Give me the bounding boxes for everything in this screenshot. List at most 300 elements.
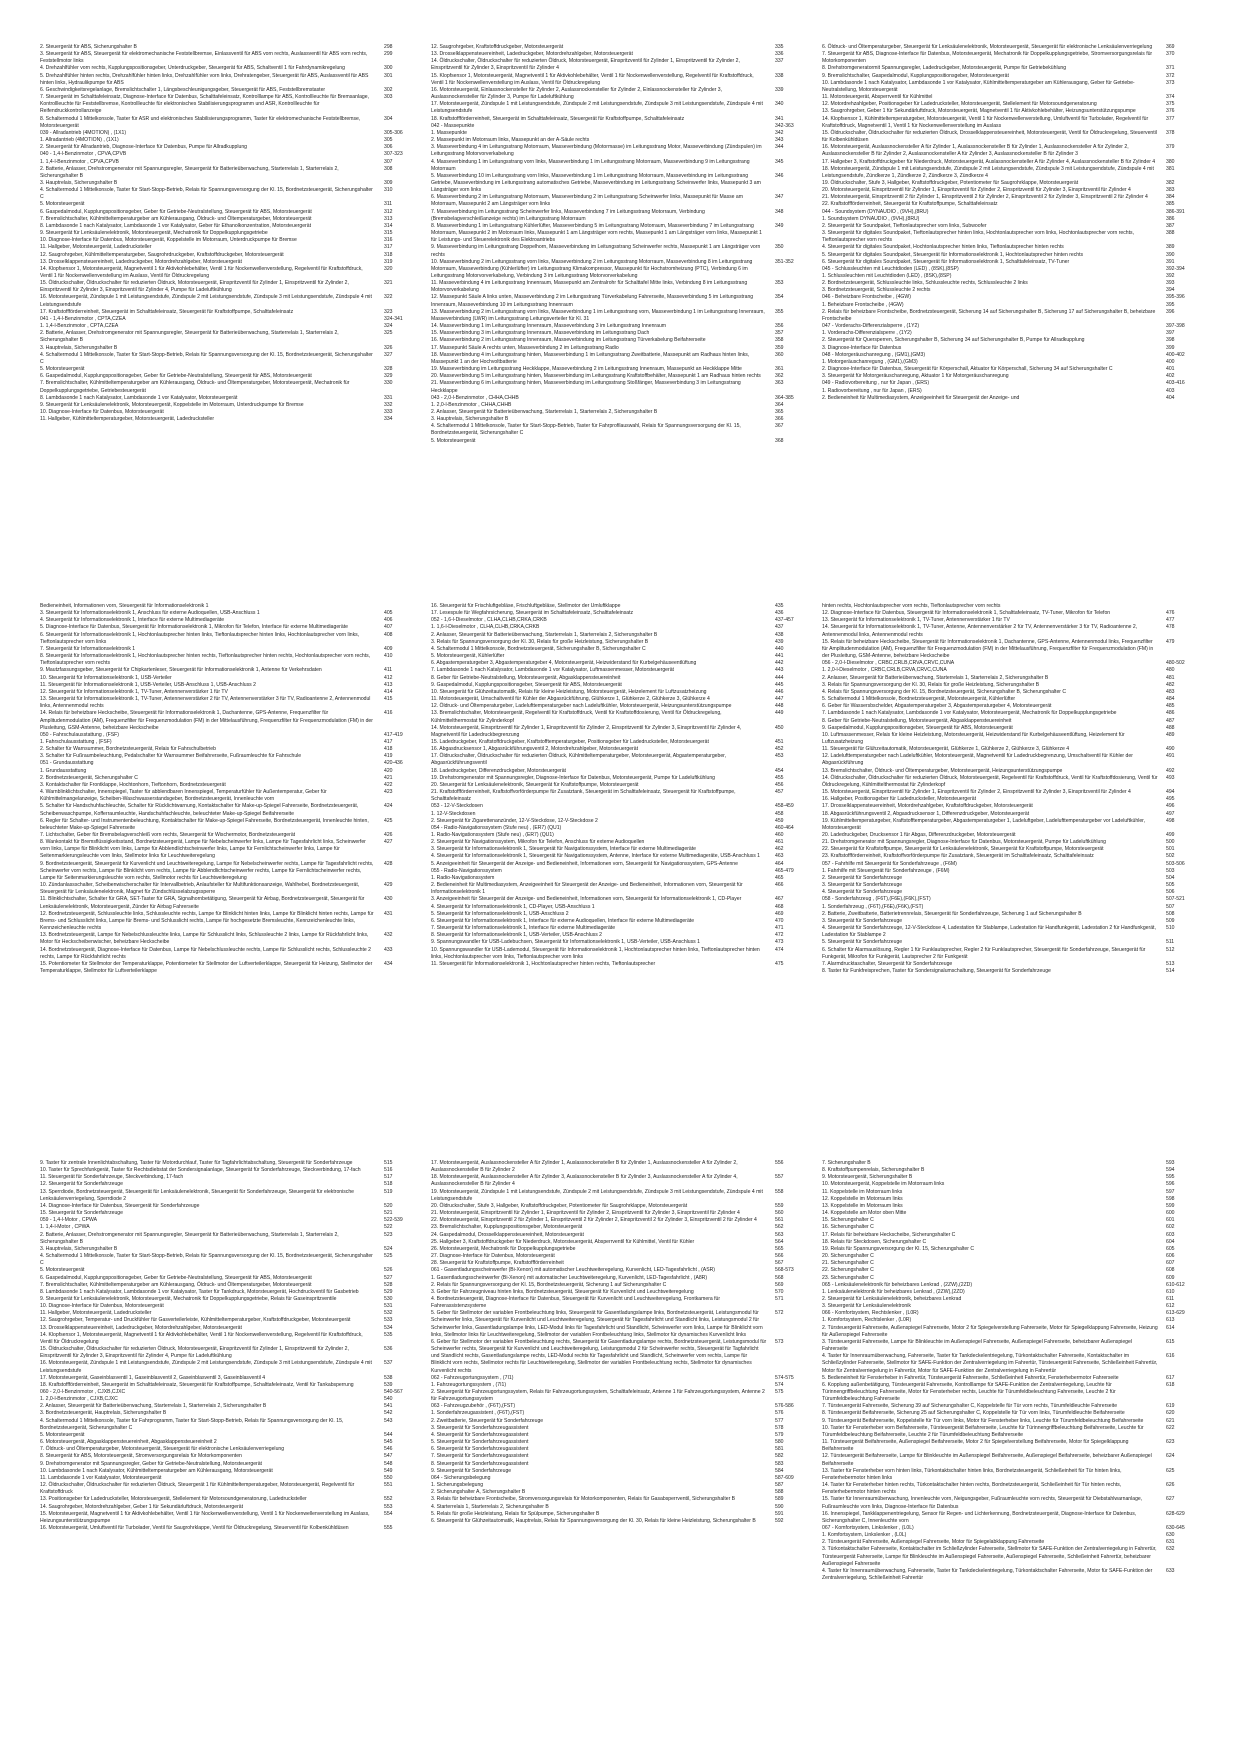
entry-text: 10. Motorsteuergerät, Koppelstelle im Motorraum links xyxy=(822,1181,945,1188)
page-number: 576 xyxy=(775,1410,784,1417)
index-entry xyxy=(40,739,418,746)
index-entry xyxy=(431,961,809,968)
page-number: 613-629 xyxy=(1166,1310,1185,1317)
index-entry xyxy=(40,1296,418,1303)
entry-text: 2. Steuergerät für Soundpaket, Tieftonlautsprecher vorn links, Subwoofer xyxy=(822,222,987,229)
page-number: 395 xyxy=(1166,301,1175,308)
entry-text: 2. Türsteuergerät Fahrerseite, Außenspiegel Fahrerseite, Motor 2 für Spiegelverstellung Fahrerseite, Motor für Spiegelklappung Fahrerseite, Heizung für Außenspiegel Fahrerseite xyxy=(822,1324,1158,1338)
page-number: 382 xyxy=(1166,179,1175,186)
page-number: 620 xyxy=(1166,1410,1175,1417)
page-number: 610-612 xyxy=(1166,1281,1185,1288)
entry-text: 4. Taster für Innenraumüberwachung, Fahrerseite, Taster für Tankdeckelentriegelung, Türkontaktschalter Fahrerseite, Motor für SAFE-Funktion der Zentralverriegelung, Schließeinheit Fahrertür xyxy=(822,1567,1153,1582)
index-entry xyxy=(40,402,418,409)
entry-text: 21. Motorsteuergerät, Einspritzventil 2 für Zylinder 1, Einspritzventil 2 für Zylinder 2, Einspritzventil 2 für Zylinder 3, Einspritzventil 2 für Zylinder 4 xyxy=(822,194,1148,201)
entry-text: 11. Hallgeber, Kühlmitteltemperaturgeber, Motorsteuergerät, Ladedrucksteller xyxy=(40,416,215,423)
page-number: 564 xyxy=(775,1238,784,1245)
page-number: 540-567 xyxy=(384,1389,403,1395)
index-entry xyxy=(822,1167,1200,1174)
index-entry xyxy=(431,1339,809,1375)
entry-text: 2. Anlasser, Steuergerät für Batterieüberwachung, Starterrelais 1, Starterrelais 2, Sicherungshalter B xyxy=(40,1403,267,1410)
entry-text: 10. Taster für Fensterheber vorn Beifahrerseite, Türsteuergerät Beifahrerseite, Leuchte für Türinnengriffbeleuchtung Beifahrerseite, Leuchte für Türumfeldbeleuchtung Beifahrerseite, Leuchte 2 für Türumfeldbeleuchtung Beifahrerseite xyxy=(822,1424,1144,1438)
page-number: 604 xyxy=(1166,1238,1175,1245)
entry-text: 14. Klopfsensor 1, Motorsteuergerät, Magnetventil 1 für Aktivkohlebehälter, Ventil 1 für Nockenwellenverstellung, Regelventil für Kraftstoffdruck, Ventil für Öldruckregelung xyxy=(40,1331,363,1345)
index-entry xyxy=(822,230,1200,244)
entry-text: 16. Motorsteuergerät, Einlassnockensteller für Zylinder 2, Auslassnockensteller für Zylinder 2, Einlassnockensteller für Zylinder 3, Auslassnockensteller für Zylinder 3, Pumpe für Ladeluftkühlung xyxy=(431,86,723,101)
section-heading-entry xyxy=(40,1217,418,1224)
entry-text: 14. Steuergerät für Informationselektronik 1, TV-Tuner, Antenne, Antennenverstärker 2 für TV, Antennenverstärker 3 für TV, Radioantenne 2, Antennenmodul links, Antennenmodul rechts xyxy=(822,624,1138,638)
page-number: 348 xyxy=(775,208,784,215)
page-number: 384 xyxy=(1166,194,1175,201)
entry-text: 2. Bedieneinheit für Multimediasystem, Anzeigeeinheit für Steuergerät der Anzeige- und Bedieneinheit, Informationen vorn, Steuergerät für Informationselektronik 1 xyxy=(431,882,743,896)
index-entry xyxy=(40,230,418,237)
entry-text: 8. Kraftstoffpumpenrelais, Sicherungshalter B xyxy=(822,1167,925,1174)
page-number: 398 xyxy=(1166,337,1175,344)
index-entry xyxy=(40,1504,418,1511)
entry-text: 1. 1,4-l-Benzinmotor , CPTA,CZEA xyxy=(40,323,119,330)
index-entry xyxy=(40,237,418,244)
entry-text: 9. Masseverbindung im Leitungsstrang Doppelhorn, Masseverbindung im Leitungsstrang Scheinwerfer rechts, Massepunkt 1 am Längsträger vorn rechts xyxy=(431,244,761,258)
entry-text: 13. Drosselklappensteuereinheit, Ladedruckgeber, Motordrehzahlgeber, Motorsteuergerät xyxy=(431,51,633,58)
entry-text: 9. Gaspedalmodul, Kupplungspositionsgeber, Steuergerät für ABS, Motorsteuergerät xyxy=(822,724,1013,731)
entry-text: 1. Radio-Navigationssystem xyxy=(431,874,495,881)
entry-text: 13. Drosselklappensteuereinheit, Ladedruckgeber, Motordrehzahlgeber, Motorsteuergerät xyxy=(40,258,242,265)
page-number: 434 xyxy=(384,960,393,967)
index-entry xyxy=(822,768,1200,775)
page-number: 334 xyxy=(384,416,393,423)
entry-text: 042 - Massepunkte xyxy=(431,122,475,129)
page-number: 626 xyxy=(1166,1482,1175,1489)
page-number: 390 xyxy=(1166,251,1175,258)
entry-text: 2. Bedieneinheit für Multimediasystem, Anzeigeeinheit für Steuergerät der Anzeige- und xyxy=(822,394,1020,401)
entry-text: 17. Massepunkt Säule A rechts unten, Masseverbindung 2 im Leitungsstrang Radio xyxy=(431,344,619,351)
entry-text: 9. Steuergerät für Lenksäulenelektronik, Motorsteuergerät, Mechatronik für Doppelkupplungsgetriebe xyxy=(40,230,268,237)
page-number: 418 xyxy=(384,746,393,753)
page-number: 353 xyxy=(775,280,784,287)
index-entry xyxy=(431,280,809,294)
index-entry xyxy=(822,101,1200,108)
page-number: 375 xyxy=(1166,101,1175,108)
page-number: 351-352 xyxy=(775,258,794,265)
entry-text: 16. Abgasdrucksensor 1, Abgasrückführungsventil 2, Motordrehzahlgeber, Motorsteuergerät xyxy=(431,746,638,753)
page-number: 502 xyxy=(1166,853,1175,860)
index-entry xyxy=(431,768,809,775)
index-entry xyxy=(40,94,418,115)
entry-text: 8. Lambdasonde 1 nach Katalysator, Lambdasonde 1 vor Katalysator, Motorsteuergerät xyxy=(40,394,238,401)
index-entry xyxy=(40,1310,418,1317)
index-entry xyxy=(431,1253,809,1260)
entry-text: 20. Masseverbindung 5 im Leitungsstrang hinten, Masseverbindung im Leitungsstrang Kraftstoffbehälter, Massepunkt 1 am Radhaus hinten rechts xyxy=(431,373,761,380)
page-number: 476 xyxy=(1166,610,1175,617)
page-number: 372 xyxy=(1166,72,1175,79)
index-entry xyxy=(822,1232,1200,1239)
page-number: 329 xyxy=(384,373,393,380)
index-entry xyxy=(822,846,1200,853)
index-entry xyxy=(431,416,809,423)
entry-text: 6. Masseverbindung 2 im Leitungsstrang Motorraum, Masseverbindung 2 im Leitungsstrang Scheinwerfer links, Massepunkt für Masse am Motorraum, Massepunkt 2 am Längsträger vorn links xyxy=(431,194,743,208)
entry-text: 3. Steuergerät für Informationselektronik 1, Anschluss für externe Audioquellen, USB-Anschluss 1 xyxy=(40,610,260,617)
index-entry xyxy=(822,811,1200,818)
index-entry xyxy=(431,1310,809,1339)
index-entry xyxy=(431,1410,809,1417)
page-number: 532 xyxy=(384,1310,393,1317)
page-number: 523 xyxy=(384,1231,393,1238)
index-entry xyxy=(40,603,418,610)
page-number: 350 xyxy=(775,244,784,251)
page-number: 401 xyxy=(1166,366,1175,373)
page-number: 359 xyxy=(775,344,784,351)
page-number: 397-398 xyxy=(1166,323,1185,330)
index-entry xyxy=(822,180,1200,187)
entry-text: 2. Anlasser, Steuergerät für Batterieüberwachung, Starterrelais 1, Starterrelais 2, Sicherungshalter B xyxy=(431,631,658,638)
page-number: 443 xyxy=(775,667,784,674)
page-number: 301 xyxy=(384,72,393,79)
index-entry xyxy=(431,1232,809,1239)
index-entry xyxy=(40,1203,418,1210)
index-entry xyxy=(822,337,1200,344)
entry-text: 18. Ladedruckgeber, Differenzdruckgeber, Motorsteuergerät xyxy=(431,767,566,774)
page-number: 500 xyxy=(1166,839,1175,846)
entry-text: 2. Relais für beheizbare Frontscheibe, Bordnetzsteuergerät, Sicherung 14 auf Sicherungshalter B, Sicherung 17 auf Sicherungshalter B, beheizbare Frontscheibe xyxy=(822,308,1156,322)
entry-text: 10. Diagnose-Interface für Datenbus, Motorsteuergerät, Koppelstelle im Motorraum, Unterdruckpumpe für Bremse xyxy=(40,237,297,244)
entry-text: 2. Steuergerät für Allradantrieb, Diagnose-Interface für Datenbus, Pumpe für Allradkupplung xyxy=(40,144,247,151)
page-number: 571 xyxy=(775,1295,784,1302)
index-entry xyxy=(40,244,418,251)
index-entry xyxy=(822,187,1200,194)
index-column xyxy=(822,1160,1200,1582)
entry-text: 18. Kraftstoffförderreinheit, Steuergerät im Schalttafeleinsatz, Steuergerät für Kraftstoffpumpe, Schalttafeleinsatz, Ventil für Tankabsperrung xyxy=(40,1381,354,1388)
page-number: 464 xyxy=(775,860,784,867)
index-entry xyxy=(40,710,418,731)
page-number: 445 xyxy=(775,681,784,688)
page-number: 368 xyxy=(775,437,784,444)
entry-text: 7. Bremslichtschalter, Kühlmitteltemperaturgeber am Kühlerausgang, Öldruck- und Öltemperaturgeber, Motorsteuergerät, Mechatronik für Doppelkupplungsgetriebe, Getriebesteuergerät xyxy=(40,380,350,394)
index-entry xyxy=(40,209,418,216)
page-number: 317 xyxy=(384,244,393,251)
entry-text: 13. Bordnetzsteuergerät, Lampe für Nebelschlussleuchte links, Lampe für Schlusslicht links, Schlussleuchte 2 links, Lampe für Rückfahrlicht links, Motor für Heckscheibenwischer, beheizbare Heckscheibe xyxy=(40,932,369,946)
entry-text: hinten rechts, Hochtonlautsprecher vorn rechts, Tieftonlautsprecher vorn rechts xyxy=(822,603,1001,609)
index-entry xyxy=(431,839,809,846)
page-number: 527 xyxy=(384,1274,393,1281)
entry-text: 7. Lichtschalter, Geber für Bremsbelagverschleiß vorn rechts, Steuergerät für Wischermotor, Bordnetzsteuergerät xyxy=(40,832,296,838)
page-number: 345 xyxy=(775,158,784,165)
entry-text: 14. Saugrohrgeber, Motordrehzahlgeber, Geber 1 für Sekundärluftdruck, Motorsteuergerät xyxy=(40,1503,244,1510)
entry-text: 7. Lambdasonde 1 nach Katalysator, Lambdasonde 1 vor Katalysator, Motorsteuergerät, Mechatronik für Doppelkupplungsgetriebe xyxy=(822,710,1117,717)
index-entry xyxy=(431,144,809,158)
index-entry xyxy=(822,1482,1200,1496)
index-entry xyxy=(822,1568,1200,1582)
index-entry xyxy=(822,775,1200,789)
entry-text: 13. Koppelstelle im Motorraum links xyxy=(822,1202,903,1209)
index-entry xyxy=(822,1189,1200,1196)
page-number: 436 xyxy=(775,610,784,617)
index-entry xyxy=(431,818,809,825)
entry-text: 2. Steuergerät für Navigationssystem, Mikrofon für Telefon, Anschluss für externe Audioquellen xyxy=(431,839,645,846)
entry-text: 14. Taster für Fensterheber hinten rechts, Türkontaktschalter hinten rechts, Bordnetzsteuergerät, Schließeinheit für Tür hinten rechts, Fensterhebermotor hinten rechts xyxy=(822,1482,1122,1496)
index-entry xyxy=(822,868,1200,875)
entry-text: 1. Radio-Navigationssystem (Stufe neu) , (ER7) (QU1) xyxy=(431,832,554,838)
entry-text: 1. Komfortsystem, Linkslenker , (L0L) xyxy=(822,1532,907,1539)
entry-text: 4. Warnblinklichtschalter, Innenspiegel, Taster für abblendbaren Innenspiegel, Temperaturfühler für Außentemperatur, Geber für Kühlmittelmangelanzeige, Scheiben-Waschwasserstandsgeber, Bordnetzsteuergerät, Innenleuchte vorn xyxy=(40,789,327,803)
entry-text: 6. Geschwindigkeitsregelanlage, Bremslichtschalter 1, Längsbeschleunigungsgeber, Steuergerät für ABS, Feststellbremstaster xyxy=(40,86,326,93)
page-number: 403 xyxy=(1166,387,1175,394)
entry-text: 12. Bordnetzsteuergerät, Schlussleuchte links, Schlussleuchte rechts, Lampe für Blinklicht hinten links, Lampe für Blinklicht hinten rechts, Lampe für Brems- und Schlusslicht links, Lampe für Brems- und Schlusslicht rechts, Lampe für hochgesetzte Bremsleuchte, Kennzeichenleuchte links, Kennzeichenleuchte rechts xyxy=(40,910,374,932)
page-number: 381 xyxy=(1166,165,1175,172)
index-entry xyxy=(40,1325,418,1332)
page-number: 367 xyxy=(775,423,784,430)
page-number: 364 xyxy=(775,401,784,408)
page-number: 607 xyxy=(1166,1260,1175,1267)
page-number: 574 xyxy=(775,1381,784,1388)
entry-text: 5. Anzeigeeinheit für Steuergerät der Anzeige- und Bedieneinheit, Informationen vorn, Steuergerät für Navigationssystem, GPS-Antenne xyxy=(431,860,738,867)
index-entry xyxy=(431,911,809,918)
entry-text: 1. 2,0-l-Benzinmotor , CHHA,CHHB xyxy=(431,401,512,408)
page-number: 391 xyxy=(1166,258,1175,265)
page-number: 324 xyxy=(384,323,393,330)
entry-text: 10. Spannungswandler für USB-Lademodul, Steuergerät für Informationselektronik 1, Hochtonlautsprecher hinten links, Tieftonlautsprecher hinten links, Hochtonlautsprecher vorn links, Tieftonlautsprecher vorn links xyxy=(431,946,760,960)
entry-text: 14. Öldruckschalter, Öldruckschalter für reduzierten Öldruck, Motorsteuergerät, Einspritzventil für Zylinder 1, Einspritzventil für Zylinder 2, Einspritzventil für Zylinder 3, Einspritzventil für Zylinder 4 xyxy=(431,58,740,72)
entry-text: 6. Steuergerät für Sonderfahrzeugassistent xyxy=(431,1446,529,1453)
page-number: 496 xyxy=(1166,803,1175,810)
index-entry xyxy=(822,108,1200,115)
entry-text: 2. Sicherungshalter A, Sicherungshalter B xyxy=(431,1489,526,1496)
index-entry xyxy=(431,380,809,394)
index-entry xyxy=(431,882,809,896)
page-number: 522-539 xyxy=(384,1217,403,1224)
index-entry xyxy=(431,1518,809,1525)
entry-text: 17. Relais für beheizbare Heckscheibe, Sicherungshalter C xyxy=(822,1231,956,1238)
index-entry xyxy=(822,1339,1200,1353)
index-entry xyxy=(822,373,1200,380)
index-entry xyxy=(822,194,1200,201)
entry-text: 9. Spannungswandler für USB-Ladebuchsen, Steuergerät für Informationselektronik 1, USB-Verteiler, USB-Anschluss 1 xyxy=(431,939,700,946)
section-heading-entry xyxy=(431,1475,809,1482)
section-heading-entry xyxy=(822,352,1200,359)
page-number: 516 xyxy=(384,1167,393,1174)
entry-text: 16. Motorsteuergerät, Zündspule 1 mit Leistungsendstufe, Zündspule 2 mit Leistungsendstufe, Zündspule 3 mit Leistungsendstufe, Zündspule 4 mit Leistungsendstufe xyxy=(40,294,372,308)
entry-text: 9. Steuergerät für Lenksäulenelektronik, Motorsteuergerät, Mechatronik für Doppelkupplungsgetriebe, Relais für Gaseinspritzventile xyxy=(40,1295,337,1302)
index-entry xyxy=(40,1174,418,1181)
entry-text: 14. Masseverbindung 1 im Leitungsstrang Innenraum, Masseverbindung 3 im Leitungsstrang Innenraum xyxy=(431,323,667,330)
page-number: 584 xyxy=(775,1467,784,1474)
page-number: 608 xyxy=(1166,1267,1175,1274)
index-entry xyxy=(40,1482,418,1496)
section-heading-entry xyxy=(822,1282,1200,1289)
index-entry xyxy=(431,947,809,961)
index-entry xyxy=(822,624,1200,638)
page-number: 305 xyxy=(384,137,393,144)
page-number: 466 xyxy=(775,882,784,889)
entry-text: 16. Motorsteuergerät, Auslassnockensteller A für Zylinder 1, Auslassnockensteller B für Zylinder 1, Auslassnockensteller A für Zylinder 2, Auslassnockensteller B für Zylinder 2, Auslassnockensteller A für Zylinder 3, Auslassnockensteller B für Zylinder 3 xyxy=(822,144,1129,158)
page-number: 508 xyxy=(1166,910,1175,917)
index-entry xyxy=(431,1275,809,1282)
page-number: 392 xyxy=(1166,273,1175,279)
page-number: 553 xyxy=(384,1503,393,1510)
entry-text: 11. Blinklichtschalter, Schalter für GRA, SET-Taster für GRA, Signalhornbetätigung, Steuergerät für Airbag, Bordnetzsteuergerät, Steuergerät für Lenksäulenelektronik, Motorsteuergerät, Zünder für Airbag Fahrerseite xyxy=(40,896,365,910)
entry-text: 12. Massepunkt Säule A links unten, Masseverbindung 2 im Leitungsstrang Türverkabelung Fahrerseite, Masseverbindung 5 im Leitungsstrang Innenraum, Masseverbindung 10 im Leitungsstrang Innenraum xyxy=(431,294,754,308)
index-entry xyxy=(822,710,1200,717)
page-number: 475 xyxy=(775,960,784,967)
entry-text: 8. Drehstromgeneratormit Spannungsregler, Ladedruckgeber, Motorsteuergerät, Pumpe für Getriebekühlung xyxy=(822,65,1067,72)
index-entry xyxy=(431,323,809,330)
entry-text: 17. Motorsteuergerät, Gaseinblasventil 1, Gaseinblasventil 2, Gaseinblasventil 3, Gaseinblasventil 4 xyxy=(40,1374,266,1381)
entry-text: 11. Steuergerät für Informationselektronik 1, Hochtonlautsprecher hinten rechts, Tieftonlautsprecher xyxy=(431,960,656,967)
index-entry xyxy=(431,1432,809,1439)
page-number: 568-573 xyxy=(775,1267,794,1274)
page-number: 578 xyxy=(775,1424,784,1431)
entry-text: 12. Motordrehzahlgeber, Positionsgeber für Ladedrucksteller, Motorsteuergerät, Stellelement für Motorsoundgeneratorung xyxy=(822,101,1097,108)
page-number: 580 xyxy=(775,1439,784,1446)
entry-text: 11. Steuergerät für Glühzeitautomatik, Motorsteuergerät, Glühkerze 1, Glühkerze 2, Glühkerze 3, Glühkerze 4 xyxy=(822,746,1070,753)
entry-text: 17. Motorsteuergerät, Auslassnockensteller A für Zylinder 1, Auslassnockensteller B für Zylinder 1, Auslassnockensteller A für Zylinder 2, Auslassnockensteller B für Zylinder 2 xyxy=(431,1160,738,1174)
index-entry xyxy=(431,904,809,911)
index-entry xyxy=(431,918,809,925)
index-entry xyxy=(822,1511,1200,1525)
entry-text: 7. Steuergerät im Schalttafeleinsatz, Diagnose-Interface für Datenbus, Schalttafeleinsatz, Kontrolllampe für ABS, Kontrollleuchte für Bremsanlage, Kontrollleuchte für Feststellbremse, Kontrollleuchte für elektronisches Stabilisierungsprogramm und ASR, Kontrollleuchte für Reifendruckkontrollanzeige xyxy=(40,94,370,115)
section-heading-entry xyxy=(822,1310,1200,1317)
entry-text: 4. Schaltermodul 1 Mittelkonsole, Taster für Start-Stopp-Betrieb, Relais für Spannungsversorgung der Kl. 15, Bordnetzsteuergerät, Sicherungshalter C xyxy=(40,187,373,201)
index-entry xyxy=(431,352,809,366)
page-number: 465 xyxy=(775,874,784,881)
page-number: 370 xyxy=(1166,51,1175,58)
page-number: 597 xyxy=(1166,1188,1175,1195)
index-entry xyxy=(431,1260,809,1267)
index-entry xyxy=(40,696,418,710)
entry-text: 057 - Fahrhilfe mit Steuergerät für Sonderfahrzeuge , (F6M) xyxy=(822,860,957,867)
page-number: 613 xyxy=(1166,1317,1175,1324)
index-entry xyxy=(822,1546,1200,1567)
page-number: 378 xyxy=(1166,129,1175,136)
index-entry xyxy=(40,882,418,896)
entry-text: 067 - Komfortsystem, Linkslenker , (L0L) xyxy=(822,1524,914,1531)
page-number: 630 xyxy=(1166,1532,1175,1539)
entry-text: 18. Relais für Steckdosen, Sicherungshalter C xyxy=(822,1238,927,1245)
entry-text: 2. Steuergerät für Fahrzeugortungssystem, Relais für Fahrzeugortungssystem, Schalttafeleinsatz, Antenne 1 für Fahrzeugortungssystem, Antenne 2 für Fahrzeugortungssystem xyxy=(431,1389,765,1403)
page-number: 478 xyxy=(1166,624,1175,631)
page-number: 458 xyxy=(775,810,784,817)
index-entry xyxy=(822,73,1200,80)
entry-text: 4. Schaltermodul 1 Mittelkonsole, Taster für Fahrprogramm, Taster für Start-Stopp-Betrieb, Relais für Spannungsversorgung der Kl. 15, Bordnetzsteuergerät, Sicherungshalter C xyxy=(40,1417,344,1431)
section-heading-entry xyxy=(822,209,1200,216)
page-number: 576-586 xyxy=(775,1403,794,1410)
page-number: 319 xyxy=(384,258,393,265)
page-number: 388 xyxy=(1166,230,1175,237)
index-entry xyxy=(431,1189,809,1203)
index-block xyxy=(40,603,1200,975)
entry-text: 4. Schaltermodul 1 Mittelkonsole, Taster für Start-Stopp-Betrieb, Relais für Spannungsversorgung der Kl. 15, Bordnetzsteuergerät, Sicherungshalter C xyxy=(40,1253,373,1267)
entry-text: 2. Zweitbatterie, Steuergerät für Sonderfahrzeuge xyxy=(431,1417,544,1424)
page-number: 332 xyxy=(384,401,393,408)
page-number: 559 xyxy=(775,1202,784,1209)
page-number: 309 xyxy=(384,179,393,186)
page-number: 545 xyxy=(384,1439,393,1446)
entry-text: 20. Motorsteuergerät, Einspritzventil für Zylinder 1, Einspritzventil für Zylinder 2, Einspritzventil für Zylinder 3, Einspritzventil für Zylinder 4 xyxy=(822,187,1131,194)
index-entry xyxy=(40,294,418,308)
page-number: 561 xyxy=(775,1217,784,1224)
page-number: 460 xyxy=(775,832,784,838)
index-entry xyxy=(431,1246,809,1253)
index-entry xyxy=(431,101,809,115)
index-entry xyxy=(431,337,809,344)
entry-text: 5. Schalter für Handschuhfachleuchte, Schalter für Rücklichtwarnung, Kontaktschalter für Make-up-Spiegel Fahrerseite, Bordnetzsteuergerät, Scheibenwaschpumpe, Kofferraumleuchte, Handschuhfachleuchte, beleuchteter Make-up-Spiegel Beifahrerseite xyxy=(40,803,359,817)
index-entry xyxy=(40,280,418,294)
index-entry xyxy=(822,1539,1200,1546)
index-entry xyxy=(40,395,418,402)
entry-text: 049 - Radiovorbereitung , nur für Japan , (ERS) xyxy=(822,380,930,387)
entry-text: 3. Steuergerät für Sonderfahrzeugassistent xyxy=(431,1424,529,1431)
index-entry xyxy=(40,366,418,373)
page-number: 311 xyxy=(384,201,393,208)
page-number: 358 xyxy=(775,337,784,344)
entry-text: 6. Schalter für Alarmauslösung, Regler 1 für Funklautsprecher, Regler 2 für Funklautsprecher, Steuergerät für Sonderfahrzeuge, Steuergerät für Funkgerät, Mikrofon für Funkgerät, Lautsprecher 2 für Funkgerät xyxy=(822,946,1146,960)
index-entry xyxy=(40,223,418,230)
page-number: 373 xyxy=(1166,79,1175,86)
page-number: 491 xyxy=(1166,753,1175,760)
index-entry xyxy=(431,610,809,617)
page-number: 452 xyxy=(775,746,784,753)
entry-text: 2. Batterie, Anlasser, Drehstromgenerator mit Spannungsregler, Steuergerät für Batterieüberwachung, Starterrelais 1, Starterrelais 2, Sicherungshalter B xyxy=(40,1231,339,1245)
page-number: 307-323 xyxy=(384,151,403,158)
index-entry xyxy=(431,1482,809,1489)
index-entry xyxy=(822,718,1200,725)
entry-text: 12. Ladelufttemperaturgeber nach Ladeluftkühler, Motorsteuergerät, Magnetventil für Ladedruckbegrenzung, Umschaltventil für Kühler der Abgasrückführung xyxy=(822,753,1133,767)
page-number: 480 xyxy=(1166,667,1175,674)
entry-text: 2. Schalter für Warnsummer, Bordnetzsteuergerät, Relais für Fahrschulbetrieb xyxy=(40,746,216,753)
index-entry xyxy=(40,932,418,946)
entry-text: 19. Drehstromgenerator mit Spannungsregler, Diagnose-Interface für Datenbus, Motorsteuergerät, Pumpe für Ladeluftkühlung xyxy=(431,774,715,781)
page-number: 366 xyxy=(775,416,784,423)
index-entry xyxy=(822,159,1200,166)
page-number: 598 xyxy=(1166,1195,1175,1202)
index-entry xyxy=(40,201,418,208)
index-entry xyxy=(431,682,809,689)
entry-text: 9. Motorsteuergerät, Sicherungshalter B xyxy=(822,1174,913,1181)
index-entry xyxy=(822,853,1200,860)
index-entry xyxy=(822,1260,1200,1267)
index-entry xyxy=(431,660,809,667)
entry-text: 1. Fahrschulausstattung , (FSF) xyxy=(40,738,112,745)
index-entry xyxy=(822,803,1200,810)
page-number: 552 xyxy=(384,1496,393,1503)
entry-text: 4. Steuergerät für Informationselektronik 1, Interface für externe Multimediageräte xyxy=(40,617,225,624)
entry-text: 24. Gaspedalmodul, Drosselklappensteuereinheit, Motorsteuergerät xyxy=(431,1231,584,1238)
entry-text: 043 - 2,0-l-Benzinmotor , CHHA,CHHB xyxy=(431,394,519,401)
entry-text: 1. Grundausstattung xyxy=(40,767,87,774)
page-number: 510 xyxy=(1166,925,1175,932)
page-number: 338 xyxy=(775,72,784,79)
entry-text: 2. Anlasser, Steuergerät für Batterieüberwachung, Starterrelais 1, Starterrelais 2, Sicherungshalter B xyxy=(822,674,1049,681)
index-entry xyxy=(40,782,418,789)
page-number: 410 xyxy=(384,653,393,660)
index-entry xyxy=(822,144,1200,158)
index-entry xyxy=(822,1532,1200,1539)
entry-text: 2. Steuergerät für ABS, Sicherungshalter B xyxy=(40,44,137,50)
entry-text: 2. Bordnetzsteuergerät, Schlussleuchte links, Schlussleuchte rechts, Schlussleuchte 2 links xyxy=(822,280,1028,287)
index-entry xyxy=(822,1224,1200,1231)
entry-text: 050 - Fahrschulausstattung , (FSF) xyxy=(40,731,119,738)
entry-text: 4. Schaltermodul 1 Mittelkonsole, Bordnetzsteuergerät, Sicherungshalter B, Sicherungshalter C xyxy=(431,645,646,652)
entry-text: 1. Schlussleuchten mit Leuchtdioden (LED) , (8SK),(8SP) xyxy=(822,273,952,279)
index-entry xyxy=(822,882,1200,889)
page-number: 472 xyxy=(775,932,784,939)
index-entry xyxy=(822,968,1200,975)
entry-text: 8. Steuergerät für Informationselektronik 1, Hochtonlautsprecher hinten rechts, Tieftonlautsprecher hinten rechts, Hochtonlautsprecher vorn rechts, Tieftonlautsprecher vorn rechts xyxy=(40,653,371,667)
index-entry xyxy=(822,287,1200,294)
page-number: 591 xyxy=(775,1510,784,1517)
index-entry xyxy=(40,409,418,416)
entry-text: 3. Schalter für Fußraumbeleuchtung, Pedalschalter für Warnsummer Beifahrerseite, Fußraumleuchte für Fahrschule xyxy=(40,753,302,760)
index-entry xyxy=(431,689,809,696)
section-heading-entry xyxy=(431,395,809,402)
